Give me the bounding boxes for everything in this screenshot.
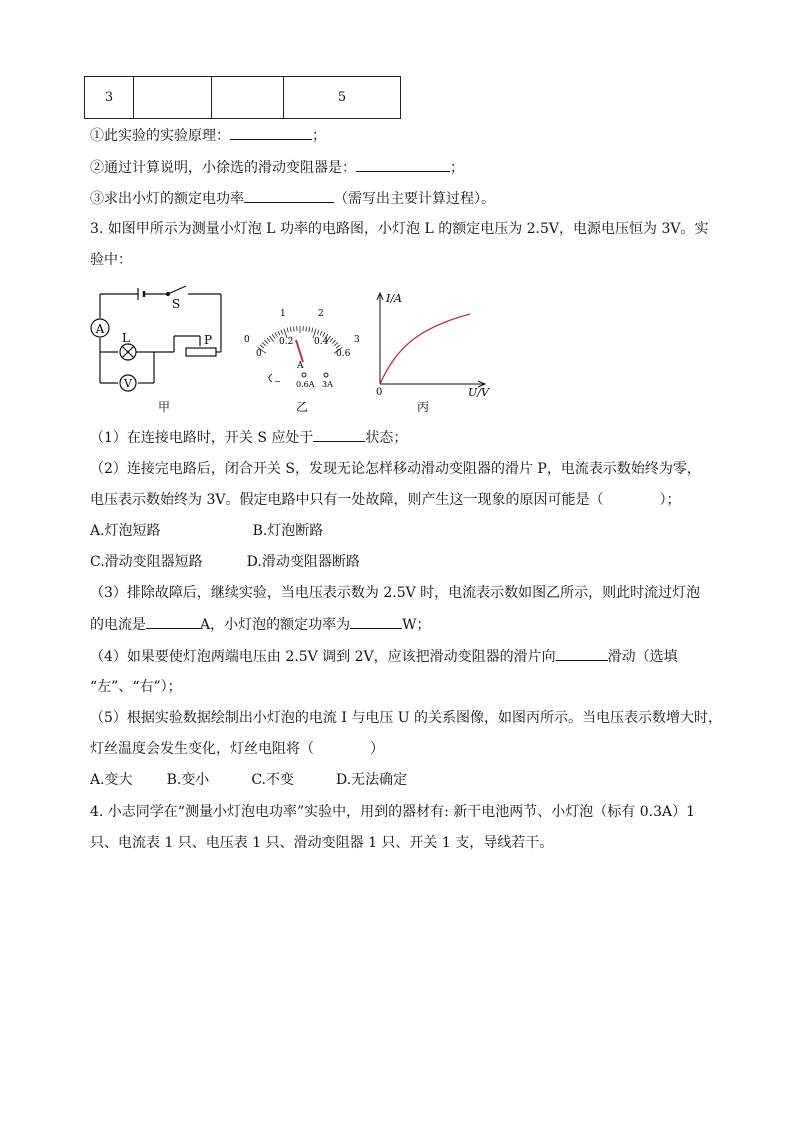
dial-tick (336, 345, 340, 348)
q3-part2-line2: 电压表示数始终为 3V。假定电路中只有一处故障，则产生这一现象的原因可能是（ ）； (90, 492, 681, 508)
fig-label-bing: 丙 (417, 400, 430, 414)
scale-label: 0 (256, 349, 262, 359)
part-text: 状态； (365, 430, 408, 446)
terminal-label: − (274, 377, 281, 386)
option-b[interactable]: B.灯泡断路 (252, 523, 324, 539)
dial-tick (309, 327, 310, 332)
terminal-label: 0.6A (296, 380, 315, 389)
dial-tick (317, 330, 319, 335)
dial-tick (272, 334, 275, 338)
item-text: ①此实验的实验原理： (90, 128, 230, 144)
q2-item-3 (90, 188, 495, 209)
q3-part2-options-ab (90, 521, 323, 541)
dial-tick (278, 331, 280, 336)
table-cell: 5 (284, 77, 401, 119)
option-c[interactable]: C.滑动变阻器短路 (90, 554, 203, 570)
item-text: ②通过计算说明，小徐选的滑动变阻器是： (90, 160, 356, 176)
slider-label: P (204, 333, 213, 347)
q3-part5-options (90, 770, 407, 790)
part-text: A，小灯泡的额定功率为 (200, 617, 351, 633)
part-text: （4）如果要使灯泡两端电压由 2.5V 调到 2V，应该把滑动变阻器的滑片向 (90, 649, 556, 665)
q3-part2-options-cd (90, 552, 360, 572)
ammeter-dial (236, 300, 366, 395)
data-table (84, 76, 401, 119)
dial-tick (332, 340, 335, 344)
dial-tick (275, 332, 278, 336)
dial-tick (287, 328, 288, 333)
y-axis-label: I/A (386, 292, 402, 305)
scale-label: 3 (354, 335, 360, 345)
fig-label-yi: 乙 (296, 400, 309, 414)
scale-label: 1 (280, 309, 286, 319)
scale-label: 0 (244, 335, 250, 345)
table-cell (134, 77, 212, 119)
q3-part1 (90, 427, 407, 448)
dial-tick (269, 336, 273, 342)
dial-tick (330, 338, 333, 342)
option-b[interactable]: B.变小 (166, 772, 210, 788)
q4-line1: 4. 小志同学在“测量小灯泡电功率”实验中，用到的器材有: 新干电池两节、小灯泡（标有 0.3A）1 (90, 804, 696, 820)
q3-part3-line2 (90, 614, 431, 635)
option-a[interactable]: A.变大 (90, 772, 133, 788)
dial-tick (294, 326, 295, 331)
scale-label: 0.4 (314, 337, 329, 347)
dial-tick (320, 331, 322, 336)
voltmeter-label: V (124, 377, 132, 390)
dial-tick (260, 345, 264, 348)
unit-label: A (297, 361, 304, 371)
option-a[interactable]: A.灯泡短路 (90, 523, 161, 539)
option-d[interactable]: D.无法确定 (335, 772, 408, 788)
item-text: ； (312, 128, 326, 144)
item-text: ③求出小灯的额定电功率 (90, 191, 244, 207)
q3-part5-line2: 灯丝温度会发生变化，灯丝电阻将（ ） (90, 741, 384, 757)
dial-tick (281, 330, 283, 335)
dial-tick (262, 342, 266, 345)
circuit-diagram (88, 282, 228, 412)
q3-part4-line1 (90, 646, 678, 667)
iu-curve (380, 314, 470, 384)
part-text: 滑动（选填 (607, 649, 678, 665)
answer-blank[interactable] (313, 427, 365, 442)
table-row (85, 77, 401, 119)
lamp-label: L (122, 331, 130, 345)
q2-item-2 (90, 157, 464, 178)
part-text: W； (402, 617, 431, 633)
answer-blank[interactable] (244, 188, 334, 203)
dial-tick (264, 340, 267, 344)
q2-item-1 (90, 125, 326, 146)
terminal-label: 3A (322, 380, 333, 389)
answer-blank[interactable] (230, 125, 312, 140)
q3-intro-line2: 验中： (90, 252, 132, 268)
answer-blank[interactable] (556, 646, 608, 661)
q4-line2: 只、电流表 1 只、电压表 1 只、滑动变阻器 1 只、开关 1 支，导线若干。 (90, 835, 554, 851)
option-c[interactable]: C.不变 (251, 772, 294, 788)
ammeter-label: A (95, 322, 105, 336)
answer-blank[interactable] (350, 614, 402, 629)
table-cell (212, 77, 284, 119)
dial-tick (334, 342, 338, 345)
q3-part2-line1: （2）连接完电路后，闭合开关 S，发现无论怎样移动滑动变阻器的滑片 P，电流表示数始终为零， (90, 461, 701, 477)
ammeter-pointer (296, 340, 303, 362)
switch-label: S (172, 297, 181, 311)
dial-tick (267, 338, 270, 342)
q3-part4-line2: “左”、“右”）； (90, 679, 182, 695)
answer-blank[interactable] (146, 614, 200, 629)
origin-label: 0 (376, 387, 383, 398)
item-text: ； (450, 160, 464, 176)
item-text: （需写出主要计算过程）。 (334, 191, 495, 207)
q3-part5-line1: （5）根据实验数据绘制出小灯泡的电流 I 与电压 U 的关系图像，如图丙所示。当电压表示数增大时， (90, 710, 723, 726)
scale-label: 0.2 (279, 337, 294, 347)
iu-graph (368, 288, 498, 398)
dial-tick (312, 328, 313, 333)
dial-tick (306, 326, 307, 331)
x-axis-label: U/V (468, 386, 489, 398)
table-cell: 3 (85, 77, 134, 119)
scale-label: 0.6 (336, 349, 351, 359)
dial-tick (290, 327, 291, 332)
scale-label: 2 (318, 309, 324, 319)
q3-intro-line1: 3. 如图甲所示为测量小灯泡 L 功率的电路图，小灯泡 L 的额定电压为 2.5V，电源电压恒为 3V。实 (90, 221, 709, 237)
q3-part3-line1: （3）排除故障后，继续实验，当电压表示数为 2.5V 时，电流表示数如图乙所示，则此时流过灯泡 (90, 585, 701, 601)
option-d[interactable]: D.滑动变阻器断路 (246, 554, 360, 570)
fig-label-jia: 甲 (158, 400, 171, 414)
part-text: 的电流是 (90, 617, 146, 633)
answer-blank[interactable] (356, 157, 450, 172)
part-text: （1）在连接电路时，开关 S 应处于 (90, 430, 314, 446)
